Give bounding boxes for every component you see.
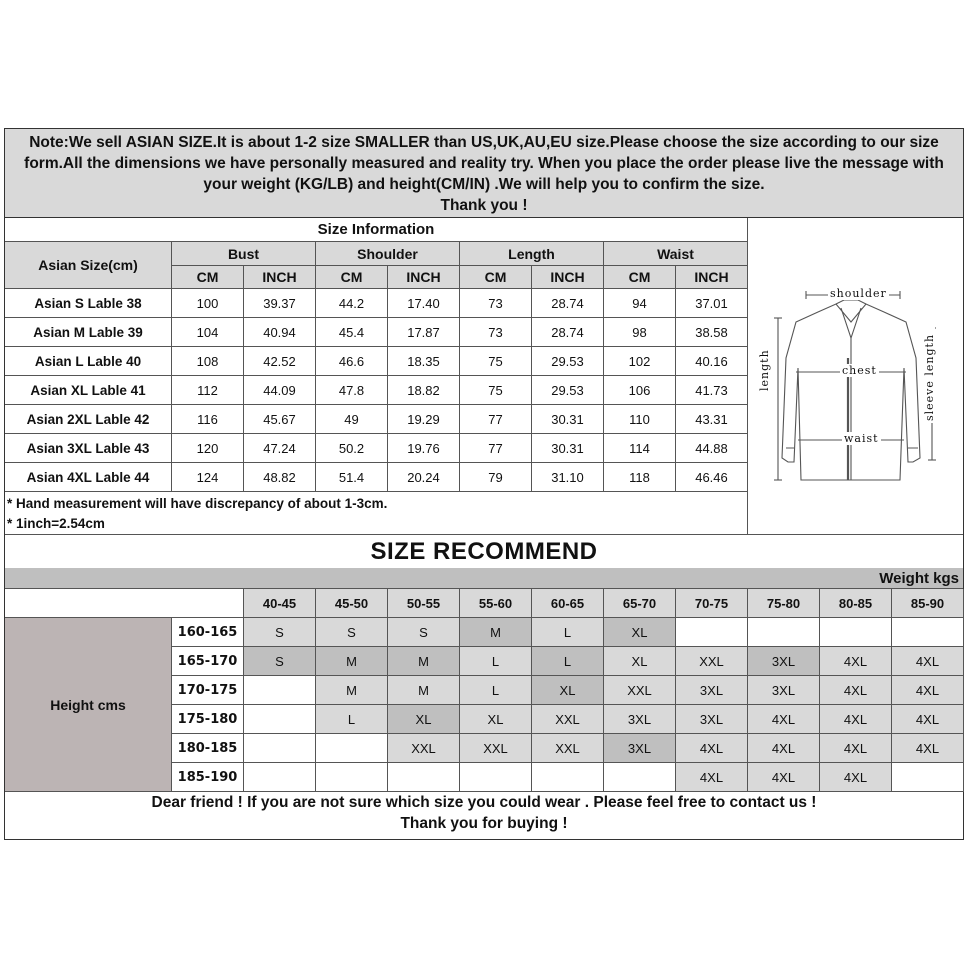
footnote-discrepancy: * Hand measurement will have discrepancy of about 1-3cm.	[7, 496, 388, 511]
recommended-size-cell: S	[244, 618, 316, 647]
recommended-size-cell: L	[532, 618, 604, 647]
unit-header: CM	[316, 266, 388, 289]
size-value-cell: 110	[604, 405, 676, 434]
size-row-label: Asian M Lable 39	[5, 318, 172, 347]
size-value-cell: 29.53	[532, 376, 604, 405]
size-information-table	[5, 218, 748, 535]
size-value-cell: 45.4	[316, 318, 388, 347]
size-value-cell: 28.74	[532, 289, 604, 318]
recommended-size-cell: L	[532, 647, 604, 676]
weight-range-header: 50-55	[388, 589, 460, 618]
recommended-size-cell	[748, 618, 820, 647]
recommended-size-cell: XL	[460, 705, 532, 734]
size-row-label: Asian 3XL Lable 43	[5, 434, 172, 463]
size-value-cell: 37.01	[676, 289, 748, 318]
recommended-size-cell	[388, 763, 460, 792]
recommended-size-cell: 3XL	[676, 676, 748, 705]
group-header-length: Length	[460, 242, 604, 266]
recommended-size-cell: 4XL	[820, 705, 892, 734]
unit-header: CM	[604, 266, 676, 289]
size-value-cell: 40.94	[244, 318, 316, 347]
size-value-cell: 18.82	[388, 376, 460, 405]
height-range-cell: 170-175	[172, 676, 244, 705]
asian-size-header: Asian Size(cm)	[5, 242, 172, 289]
recommended-size-cell: 4XL	[892, 676, 964, 705]
recommended-size-cell	[460, 763, 532, 792]
size-value-cell: 112	[172, 376, 244, 405]
weight-range-header: 45-50	[316, 589, 388, 618]
shirt-diagram	[748, 218, 963, 535]
recommended-size-cell: 4XL	[748, 705, 820, 734]
recommended-size-cell	[604, 763, 676, 792]
recommended-size-cell: XXL	[532, 734, 604, 763]
height-range-cell: 165-170	[172, 647, 244, 676]
size-value-cell: 79	[460, 463, 532, 492]
recommended-size-cell: 4XL	[820, 734, 892, 763]
height-range-cell: 185-190	[172, 763, 244, 792]
size-row-label: Asian L Lable 40	[5, 347, 172, 376]
size-value-cell: 108	[172, 347, 244, 376]
recommended-size-cell	[244, 705, 316, 734]
weight-range-header: 85-90	[892, 589, 964, 618]
size-value-cell: 46.46	[676, 463, 748, 492]
size-value-cell: 51.4	[316, 463, 388, 492]
size-value-cell: 19.29	[388, 405, 460, 434]
recommended-size-cell: 3XL	[604, 734, 676, 763]
weight-range-header: 70-75	[676, 589, 748, 618]
size-value-cell: 73	[460, 289, 532, 318]
footer-line-2: Thank you for buying !	[400, 815, 568, 832]
size-value-cell: 47.8	[316, 376, 388, 405]
recommended-size-cell: 4XL	[820, 676, 892, 705]
unit-header: INCH	[532, 266, 604, 289]
footnote-inch: * 1inch=2.54cm	[7, 516, 105, 531]
weight-range-header: 55-60	[460, 589, 532, 618]
recommended-size-cell: L	[460, 647, 532, 676]
recommended-size-cell: 4XL	[820, 763, 892, 792]
size-value-cell: 120	[172, 434, 244, 463]
size-chart	[4, 128, 964, 840]
recommended-size-cell: 4XL	[676, 763, 748, 792]
size-value-cell: 124	[172, 463, 244, 492]
footer-line-1: Dear friend ! If you are not sure which size you could wear . Please feel free to contact us !	[151, 794, 817, 811]
weight-range-header: 60-65	[532, 589, 604, 618]
size-value-cell: 116	[172, 405, 244, 434]
recommended-size-cell	[532, 763, 604, 792]
size-value-cell: 42.52	[244, 347, 316, 376]
size-value-cell: 104	[172, 318, 244, 347]
recommended-size-cell	[892, 618, 964, 647]
length-label: length	[758, 349, 771, 391]
recommended-size-cell: M	[460, 618, 532, 647]
height-range-cell: 175-180	[172, 705, 244, 734]
size-value-cell: 106	[604, 376, 676, 405]
recommended-size-cell: 3XL	[748, 647, 820, 676]
recommended-size-cell: XXL	[388, 734, 460, 763]
recommended-size-cell: 3XL	[604, 705, 676, 734]
recommended-size-cell: M	[388, 676, 460, 705]
group-header-bust: Bust	[172, 242, 316, 266]
sleeve-length-label: sleeve length	[924, 323, 935, 423]
recommended-size-cell: S	[244, 647, 316, 676]
recommended-size-cell: 4XL	[892, 705, 964, 734]
recommended-size-cell: 3XL	[748, 676, 820, 705]
size-value-cell: 29.53	[532, 347, 604, 376]
waist-label: waist	[844, 432, 879, 445]
recommended-size-cell: S	[388, 618, 460, 647]
size-value-cell: 49	[316, 405, 388, 434]
size-value-cell: 75	[460, 376, 532, 405]
recommended-size-cell	[892, 763, 964, 792]
recommended-size-cell: 4XL	[676, 734, 748, 763]
unit-header: CM	[460, 266, 532, 289]
weight-range-header: 40-45	[244, 589, 316, 618]
size-value-cell: 100	[172, 289, 244, 318]
size-value-cell: 38.58	[676, 318, 748, 347]
size-value-cell: 30.31	[532, 434, 604, 463]
note-line-1: Note:We sell ASIAN SIZE.It is about 1-2 size SMALLER than US,UK,AU,EU size.Please choose the size according to our size	[29, 134, 939, 151]
recommended-size-cell: XL	[604, 647, 676, 676]
size-value-cell: 43.31	[676, 405, 748, 434]
group-header-waist: Waist	[604, 242, 748, 266]
weight-header-blank	[5, 589, 244, 618]
recommended-size-cell: 4XL	[748, 734, 820, 763]
size-value-cell: 77	[460, 405, 532, 434]
recommended-size-cell: XXL	[604, 676, 676, 705]
height-range-cell: 160-165	[172, 618, 244, 647]
size-value-cell: 20.24	[388, 463, 460, 492]
size-value-cell: 45.67	[244, 405, 316, 434]
size-value-cell: 114	[604, 434, 676, 463]
size-value-cell: 28.74	[532, 318, 604, 347]
size-recommend-title: SIZE RECOMMEND	[5, 535, 963, 569]
footer	[5, 790, 963, 839]
recommended-size-cell: S	[316, 618, 388, 647]
size-value-cell: 44.88	[676, 434, 748, 463]
size-value-cell: 17.87	[388, 318, 460, 347]
recommended-size-cell: 4XL	[748, 763, 820, 792]
recommended-size-cell: 4XL	[820, 647, 892, 676]
recommended-size-cell	[244, 676, 316, 705]
size-value-cell: 39.37	[244, 289, 316, 318]
size-value-cell: 46.6	[316, 347, 388, 376]
weight-label-bar: Weight kgs	[5, 568, 963, 589]
recommended-size-cell: XL	[532, 676, 604, 705]
recommended-size-cell: M	[388, 647, 460, 676]
unit-header: INCH	[388, 266, 460, 289]
unit-header: CM	[172, 266, 244, 289]
recommended-size-cell	[244, 734, 316, 763]
height-range-cell: 180-185	[172, 734, 244, 763]
recommended-size-cell: L	[316, 705, 388, 734]
size-info-title: Size Information	[5, 218, 748, 242]
size-value-cell: 47.24	[244, 434, 316, 463]
size-value-cell: 40.16	[676, 347, 748, 376]
size-value-cell: 30.31	[532, 405, 604, 434]
recommended-size-cell	[316, 734, 388, 763]
recommended-size-cell: XL	[604, 618, 676, 647]
recommended-size-cell: XXL	[532, 705, 604, 734]
size-value-cell: 48.82	[244, 463, 316, 492]
recommended-size-cell: 4XL	[892, 734, 964, 763]
size-recommend-table	[5, 568, 963, 790]
size-row-label: Asian S Lable 38	[5, 289, 172, 318]
recommended-size-cell	[316, 763, 388, 792]
note-banner	[5, 129, 963, 218]
note-line-3: your weight (KG/LB) and height(CM/IN) .We will help you to confirm the size.	[203, 176, 765, 193]
size-value-cell: 19.76	[388, 434, 460, 463]
unit-header: INCH	[676, 266, 748, 289]
unit-header: INCH	[244, 266, 316, 289]
recommended-size-cell: XXL	[460, 734, 532, 763]
size-value-cell: 75	[460, 347, 532, 376]
size-row-label: Asian XL Lable 41	[5, 376, 172, 405]
size-value-cell: 31.10	[532, 463, 604, 492]
size-value-cell: 17.40	[388, 289, 460, 318]
recommended-size-cell	[820, 618, 892, 647]
size-value-cell: 98	[604, 318, 676, 347]
note-line-4: Thank you !	[440, 197, 528, 214]
recommended-size-cell: 3XL	[676, 705, 748, 734]
recommended-size-cell: M	[316, 647, 388, 676]
recommended-size-cell	[676, 618, 748, 647]
size-value-cell: 73	[460, 318, 532, 347]
size-value-cell: 44.2	[316, 289, 388, 318]
size-value-cell: 41.73	[676, 376, 748, 405]
weight-range-header: 65-70	[604, 589, 676, 618]
size-value-cell: 50.2	[316, 434, 388, 463]
group-header-shoulder: Shoulder	[316, 242, 460, 266]
recommended-size-cell: 4XL	[892, 647, 964, 676]
size-value-cell: 118	[604, 463, 676, 492]
note-line-2: form.All the dimensions we have personally measured and reality try. When you place the order please live the message with	[24, 155, 944, 172]
recommended-size-cell: L	[460, 676, 532, 705]
size-value-cell: 44.09	[244, 376, 316, 405]
size-value-cell: 94	[604, 289, 676, 318]
size-value-cell: 102	[604, 347, 676, 376]
height-label: Height cms	[5, 618, 172, 792]
recommended-size-cell: XXL	[676, 647, 748, 676]
size-value-cell: 77	[460, 434, 532, 463]
size-value-cell: 18.35	[388, 347, 460, 376]
shoulder-label: shoulder	[830, 287, 887, 300]
size-row-label: Asian 2XL Lable 42	[5, 405, 172, 434]
weight-range-header: 80-85	[820, 589, 892, 618]
weight-range-header: 75-80	[748, 589, 820, 618]
recommended-size-cell	[244, 763, 316, 792]
size-row-label: Asian 4XL Lable 44	[5, 463, 172, 492]
chest-label: chest	[842, 364, 877, 377]
recommended-size-cell: XL	[388, 705, 460, 734]
recommended-size-cell: M	[316, 676, 388, 705]
